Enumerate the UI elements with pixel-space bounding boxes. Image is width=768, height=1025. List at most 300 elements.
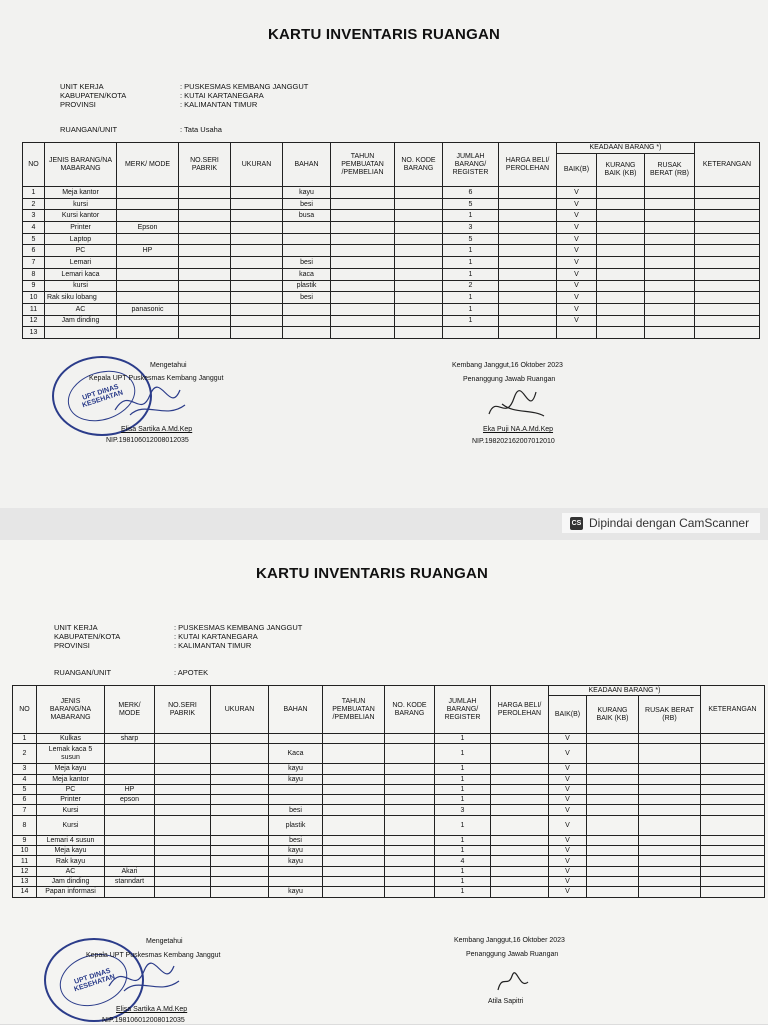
table-cell	[179, 292, 231, 304]
table-row	[23, 198, 760, 210]
table-cell	[231, 245, 283, 257]
table-cell	[491, 795, 549, 805]
table-cell: 8	[13, 815, 37, 835]
table-cell	[597, 292, 645, 304]
table-cell	[179, 315, 231, 327]
table-cell: kayu	[283, 187, 331, 199]
room-label: RUANGAN/UNIT	[54, 668, 112, 677]
table-cell	[491, 866, 549, 876]
table-body	[23, 187, 760, 339]
table-cell	[231, 292, 283, 304]
table-cell	[639, 795, 701, 805]
table-cell: 3	[443, 222, 499, 234]
table-cell	[331, 327, 395, 339]
table-cell: V	[557, 198, 597, 210]
table-cell	[701, 835, 765, 845]
unit-info	[60, 82, 308, 109]
table-row	[23, 257, 760, 269]
table-cell: plastik	[269, 815, 323, 835]
table-cell	[701, 876, 765, 886]
table-cell: 12	[23, 315, 45, 327]
col-no: NO	[13, 686, 37, 734]
table-cell: kursi	[45, 198, 117, 210]
table-cell: V	[557, 257, 597, 269]
col-baik: BAIK(B)	[557, 154, 597, 187]
table-cell: V	[549, 835, 587, 845]
table-cell: Rak siku lobang	[45, 292, 117, 304]
table-cell	[395, 327, 443, 339]
table-cell	[499, 245, 557, 257]
table-cell	[695, 303, 760, 315]
table-cell	[491, 876, 549, 886]
table-cell	[331, 233, 395, 245]
table-row	[13, 856, 765, 866]
table-cell: 1	[13, 734, 37, 744]
col-keadaan: KEADAAN BARANG *)	[549, 686, 701, 696]
table-cell: 1	[443, 257, 499, 269]
table-cell: 6	[13, 795, 37, 805]
table-cell: V	[549, 744, 587, 764]
table-cell	[385, 887, 435, 897]
col-tahun: TAHUN PEMBUATAN /PEMBELIAN	[323, 686, 385, 734]
table-cell	[491, 846, 549, 856]
signature-scribble	[494, 968, 534, 994]
info-value: : PUSKESMAS KEMBANG JANGGUT	[174, 623, 303, 632]
table-cell	[231, 257, 283, 269]
table-body	[13, 734, 765, 898]
table-cell	[587, 734, 639, 744]
table-cell: 1	[435, 887, 491, 897]
camscanner-icon: CS	[570, 517, 583, 530]
table-cell	[597, 210, 645, 222]
sig-left-line2: Kepala UPT Puskesmas Kembang Janggut	[86, 952, 221, 959]
col-harga: HARGA BELI/ PEROLEHAN	[499, 143, 557, 187]
table-cell: besi	[283, 257, 331, 269]
table-cell	[499, 303, 557, 315]
info-value: : KALIMANTAN TIMUR	[180, 100, 258, 109]
table-cell	[231, 315, 283, 327]
table-cell: V	[557, 280, 597, 292]
table-cell	[331, 198, 395, 210]
table-cell	[499, 198, 557, 210]
table-cell	[701, 774, 765, 784]
table-cell	[701, 795, 765, 805]
table-cell	[105, 846, 155, 856]
col-no: NO	[23, 143, 45, 187]
table-cell	[639, 784, 701, 794]
table-cell	[105, 856, 155, 866]
table-cell: 14	[13, 887, 37, 897]
table-cell	[155, 744, 211, 764]
table-row	[23, 303, 760, 315]
table-cell	[395, 198, 443, 210]
table-cell	[323, 887, 385, 897]
table-cell	[385, 876, 435, 886]
table-cell: 1	[435, 795, 491, 805]
table-cell: 1	[443, 245, 499, 257]
table-cell: 4	[23, 222, 45, 234]
table-cell	[587, 835, 639, 845]
table-cell	[645, 257, 695, 269]
table-cell	[211, 774, 269, 784]
table-cell: 1	[443, 210, 499, 222]
table-cell	[395, 210, 443, 222]
table-cell: Lemari	[45, 257, 117, 269]
info-label: KABUPATEN/KOTA	[54, 632, 121, 641]
table-cell	[645, 210, 695, 222]
table-cell	[587, 815, 639, 835]
table-row	[13, 734, 765, 744]
table-cell	[269, 876, 323, 886]
table-cell	[385, 805, 435, 815]
table-cell: Kulkas	[37, 734, 105, 744]
col-bahan: BAHAN	[269, 686, 323, 734]
table-cell: PC	[37, 784, 105, 794]
table-cell: 2	[13, 744, 37, 764]
inventory-table	[12, 685, 765, 898]
table-row	[23, 327, 760, 339]
table-cell: Kursi kantor	[45, 210, 117, 222]
table-cell	[385, 744, 435, 764]
col-harga: HARGA BELI/ PEROLEHAN	[491, 686, 549, 734]
table-row	[13, 887, 765, 897]
col-keadaan: KEADAAN BARANG *)	[557, 143, 695, 154]
sig-right-line2: Penanggung Jawab Ruangan	[466, 951, 559, 958]
table-cell: 1	[435, 815, 491, 835]
sig-left-nip: NIP.198106012008012035	[102, 1017, 185, 1024]
table-cell	[695, 198, 760, 210]
table-cell: 13	[23, 327, 45, 339]
table-cell	[701, 866, 765, 876]
table-row	[13, 784, 765, 794]
sig-right-line1: Kembang Janggut,16 Oktober 2023	[452, 362, 563, 369]
table-cell	[269, 734, 323, 744]
table-cell	[395, 222, 443, 234]
table-cell	[587, 764, 639, 774]
table-cell	[211, 784, 269, 794]
col-kurang: KURANG BAIK (KB)	[587, 696, 639, 734]
table-row	[13, 774, 765, 784]
table-cell	[639, 887, 701, 897]
table-cell	[645, 303, 695, 315]
table-cell: 6	[23, 245, 45, 257]
table-cell: Meja kayu	[37, 846, 105, 856]
table-cell	[499, 210, 557, 222]
info-value: : KUTAI KARTANEGARA	[174, 632, 258, 641]
sheet-title: KARTU INVENTARIS RUANGAN	[267, 26, 501, 43]
table-cell	[499, 187, 557, 199]
table-row	[13, 764, 765, 774]
table-cell: Printer	[37, 795, 105, 805]
table-cell	[105, 835, 155, 845]
table-cell	[639, 744, 701, 764]
table-cell	[597, 198, 645, 210]
table-cell	[323, 795, 385, 805]
info-label: PROVINSI	[60, 100, 96, 109]
table-cell	[155, 734, 211, 744]
table-cell	[395, 315, 443, 327]
table-cell	[645, 187, 695, 199]
info-value: : KUTAI KARTANEGARA	[180, 91, 264, 100]
table-cell	[385, 856, 435, 866]
table-cell	[491, 815, 549, 835]
col-merk: MERK/ MODE	[117, 143, 179, 187]
col-keterangan: KETERANGAN	[701, 686, 765, 734]
table-cell	[117, 210, 179, 222]
table-cell: kaca	[283, 268, 331, 280]
table-cell	[331, 292, 395, 304]
table-cell: Jam dinding	[37, 876, 105, 886]
table-cell	[587, 866, 639, 876]
table-cell	[283, 315, 331, 327]
table-cell	[211, 846, 269, 856]
table-cell: Akari	[105, 866, 155, 876]
table-cell	[179, 327, 231, 339]
table-cell	[645, 315, 695, 327]
table-cell	[597, 280, 645, 292]
table-cell	[385, 784, 435, 794]
table-cell	[323, 805, 385, 815]
table-row	[13, 835, 765, 845]
table-row	[13, 815, 765, 835]
table-cell	[269, 795, 323, 805]
table-cell	[639, 815, 701, 835]
table-cell	[323, 876, 385, 886]
table-cell	[323, 846, 385, 856]
table-cell: Jam dinding	[45, 315, 117, 327]
table-cell	[117, 257, 179, 269]
table-cell: 11	[13, 856, 37, 866]
table-cell	[491, 744, 549, 764]
table-cell	[499, 233, 557, 245]
table-cell	[155, 876, 211, 886]
table-cell	[179, 198, 231, 210]
table-cell: Printer	[45, 222, 117, 234]
sig-right-name: Eka Puji NA.A.Md.Kep	[483, 426, 554, 433]
camscanner-watermark	[562, 513, 760, 533]
table-row	[23, 315, 760, 327]
table-cell	[117, 292, 179, 304]
sig-right-line1: Kembang Janggut,16 Oktober 2023	[454, 937, 565, 944]
table-cell	[323, 856, 385, 866]
table-cell: sharp	[105, 734, 155, 744]
table-row	[23, 292, 760, 304]
table-cell	[587, 846, 639, 856]
table-cell	[179, 233, 231, 245]
table-cell: Kursi	[37, 815, 105, 835]
table-cell: 1	[435, 866, 491, 876]
sig-left-nip: NIP.198106012008012035	[106, 437, 189, 444]
table-cell	[701, 846, 765, 856]
table-cell	[323, 734, 385, 744]
table-cell: 4	[435, 856, 491, 866]
table-cell	[385, 846, 435, 856]
table-cell	[695, 210, 760, 222]
table-cell: 8	[23, 268, 45, 280]
table-cell	[211, 887, 269, 897]
table-cell: 13	[13, 876, 37, 886]
table-cell: V	[549, 784, 587, 794]
table-cell: V	[557, 210, 597, 222]
col-merk: MERK/ MODE	[105, 686, 155, 734]
table-cell	[639, 805, 701, 815]
table-cell	[645, 222, 695, 234]
table-cell	[701, 856, 765, 866]
table-cell: 10	[13, 846, 37, 856]
table-cell	[385, 835, 435, 845]
table-cell	[597, 245, 645, 257]
table-cell: kayu	[269, 846, 323, 856]
table-cell	[499, 315, 557, 327]
col-ukuran: UKURAN	[211, 686, 269, 734]
unit-info	[54, 623, 302, 650]
table-cell	[211, 744, 269, 764]
table-cell: kayu	[269, 887, 323, 897]
table-cell	[331, 222, 395, 234]
table-cell: 7	[23, 257, 45, 269]
table-cell: 4	[13, 774, 37, 784]
table-cell: 3	[23, 210, 45, 222]
table-cell: V	[557, 222, 597, 234]
table-row	[23, 233, 760, 245]
table-cell	[231, 280, 283, 292]
table-cell: V	[557, 292, 597, 304]
table-cell	[117, 198, 179, 210]
table-cell: AC	[45, 303, 117, 315]
room-value: : APOTEK	[174, 668, 209, 677]
table-cell: 9	[23, 280, 45, 292]
col-rusak: RUSAK BERAT (RB)	[639, 696, 701, 734]
table-cell: 1	[435, 774, 491, 784]
table-cell	[323, 835, 385, 845]
table-cell: V	[557, 315, 597, 327]
table-cell: 1	[23, 187, 45, 199]
table-cell	[385, 815, 435, 835]
table-cell	[231, 303, 283, 315]
info-label: UNIT KERJA	[60, 82, 104, 91]
table-cell	[695, 257, 760, 269]
info-value: : PUSKESMAS KEMBANG JANGGUT	[180, 82, 309, 91]
table-cell: 1	[435, 784, 491, 794]
table-cell	[587, 876, 639, 886]
table-cell	[179, 222, 231, 234]
room-info	[54, 668, 208, 677]
table-cell: stanndart	[105, 876, 155, 886]
table-cell	[155, 866, 211, 876]
table-row	[13, 846, 765, 856]
table-cell	[491, 774, 549, 784]
table-cell	[499, 222, 557, 234]
table-cell	[117, 315, 179, 327]
table-cell: V	[549, 764, 587, 774]
table-cell	[269, 866, 323, 876]
inventory-sheet-tata-usaha	[0, 0, 768, 508]
table-cell	[231, 198, 283, 210]
table-cell	[587, 887, 639, 897]
table-cell	[105, 764, 155, 774]
table-cell	[211, 876, 269, 886]
table-cell: besi	[283, 292, 331, 304]
table-row	[23, 268, 760, 280]
table-cell: Meja kayu	[37, 764, 105, 774]
table-cell	[639, 734, 701, 744]
table-cell: besi	[269, 835, 323, 845]
table-row	[23, 210, 760, 222]
col-kode: NO. KODE BARANG	[385, 686, 435, 734]
table-cell	[491, 856, 549, 866]
table-cell	[155, 815, 211, 835]
table-cell: 5	[23, 233, 45, 245]
table-cell: 11	[23, 303, 45, 315]
table-cell: besi	[269, 805, 323, 815]
table-cell: 1	[443, 292, 499, 304]
table-cell	[117, 233, 179, 245]
table-cell	[639, 846, 701, 856]
table-row	[23, 245, 760, 257]
table-row	[23, 280, 760, 292]
table-cell	[639, 876, 701, 886]
table-cell: Papan informasi	[37, 887, 105, 897]
table-cell	[331, 257, 395, 269]
table-cell	[587, 856, 639, 866]
table-cell	[645, 280, 695, 292]
table-cell: kayu	[269, 856, 323, 866]
table-cell	[499, 280, 557, 292]
table-cell	[597, 222, 645, 234]
table-cell: Kursi	[37, 805, 105, 815]
table-cell: V	[549, 846, 587, 856]
table-cell: AC	[37, 866, 105, 876]
col-bahan: BAHAN	[283, 143, 331, 187]
table-cell: V	[549, 876, 587, 886]
info-value: : KALIMANTAN TIMUR	[174, 641, 252, 650]
table-cell	[695, 327, 760, 339]
table-cell: 9	[13, 835, 37, 845]
table-cell	[385, 866, 435, 876]
table-cell: V	[557, 233, 597, 245]
table-cell	[385, 734, 435, 744]
table-cell: Epson	[117, 222, 179, 234]
table-cell	[385, 774, 435, 784]
sig-right-line2: Penanggung Jawab Ruangan	[463, 376, 556, 383]
info-label: UNIT KERJA	[54, 623, 98, 632]
table-row	[13, 876, 765, 886]
signature-scribble	[484, 384, 554, 426]
table-cell: V	[557, 268, 597, 280]
table-cell	[395, 187, 443, 199]
table-cell	[597, 257, 645, 269]
table-cell	[395, 268, 443, 280]
table-cell	[587, 795, 639, 805]
table-cell: PC	[45, 245, 117, 257]
info-label: KABUPATEN/KOTA	[60, 91, 127, 100]
table-cell	[231, 210, 283, 222]
table-cell: 2	[23, 198, 45, 210]
table-cell	[597, 233, 645, 245]
table-cell	[645, 268, 695, 280]
col-kode: NO. KODE BARANG	[395, 143, 443, 187]
table-cell	[105, 744, 155, 764]
table-cell	[117, 187, 179, 199]
table-cell	[323, 815, 385, 835]
table-cell	[231, 222, 283, 234]
table-cell	[695, 280, 760, 292]
table-cell	[695, 187, 760, 199]
table-cell	[639, 764, 701, 774]
table-cell	[701, 734, 765, 744]
table-cell	[597, 268, 645, 280]
table-cell	[117, 268, 179, 280]
